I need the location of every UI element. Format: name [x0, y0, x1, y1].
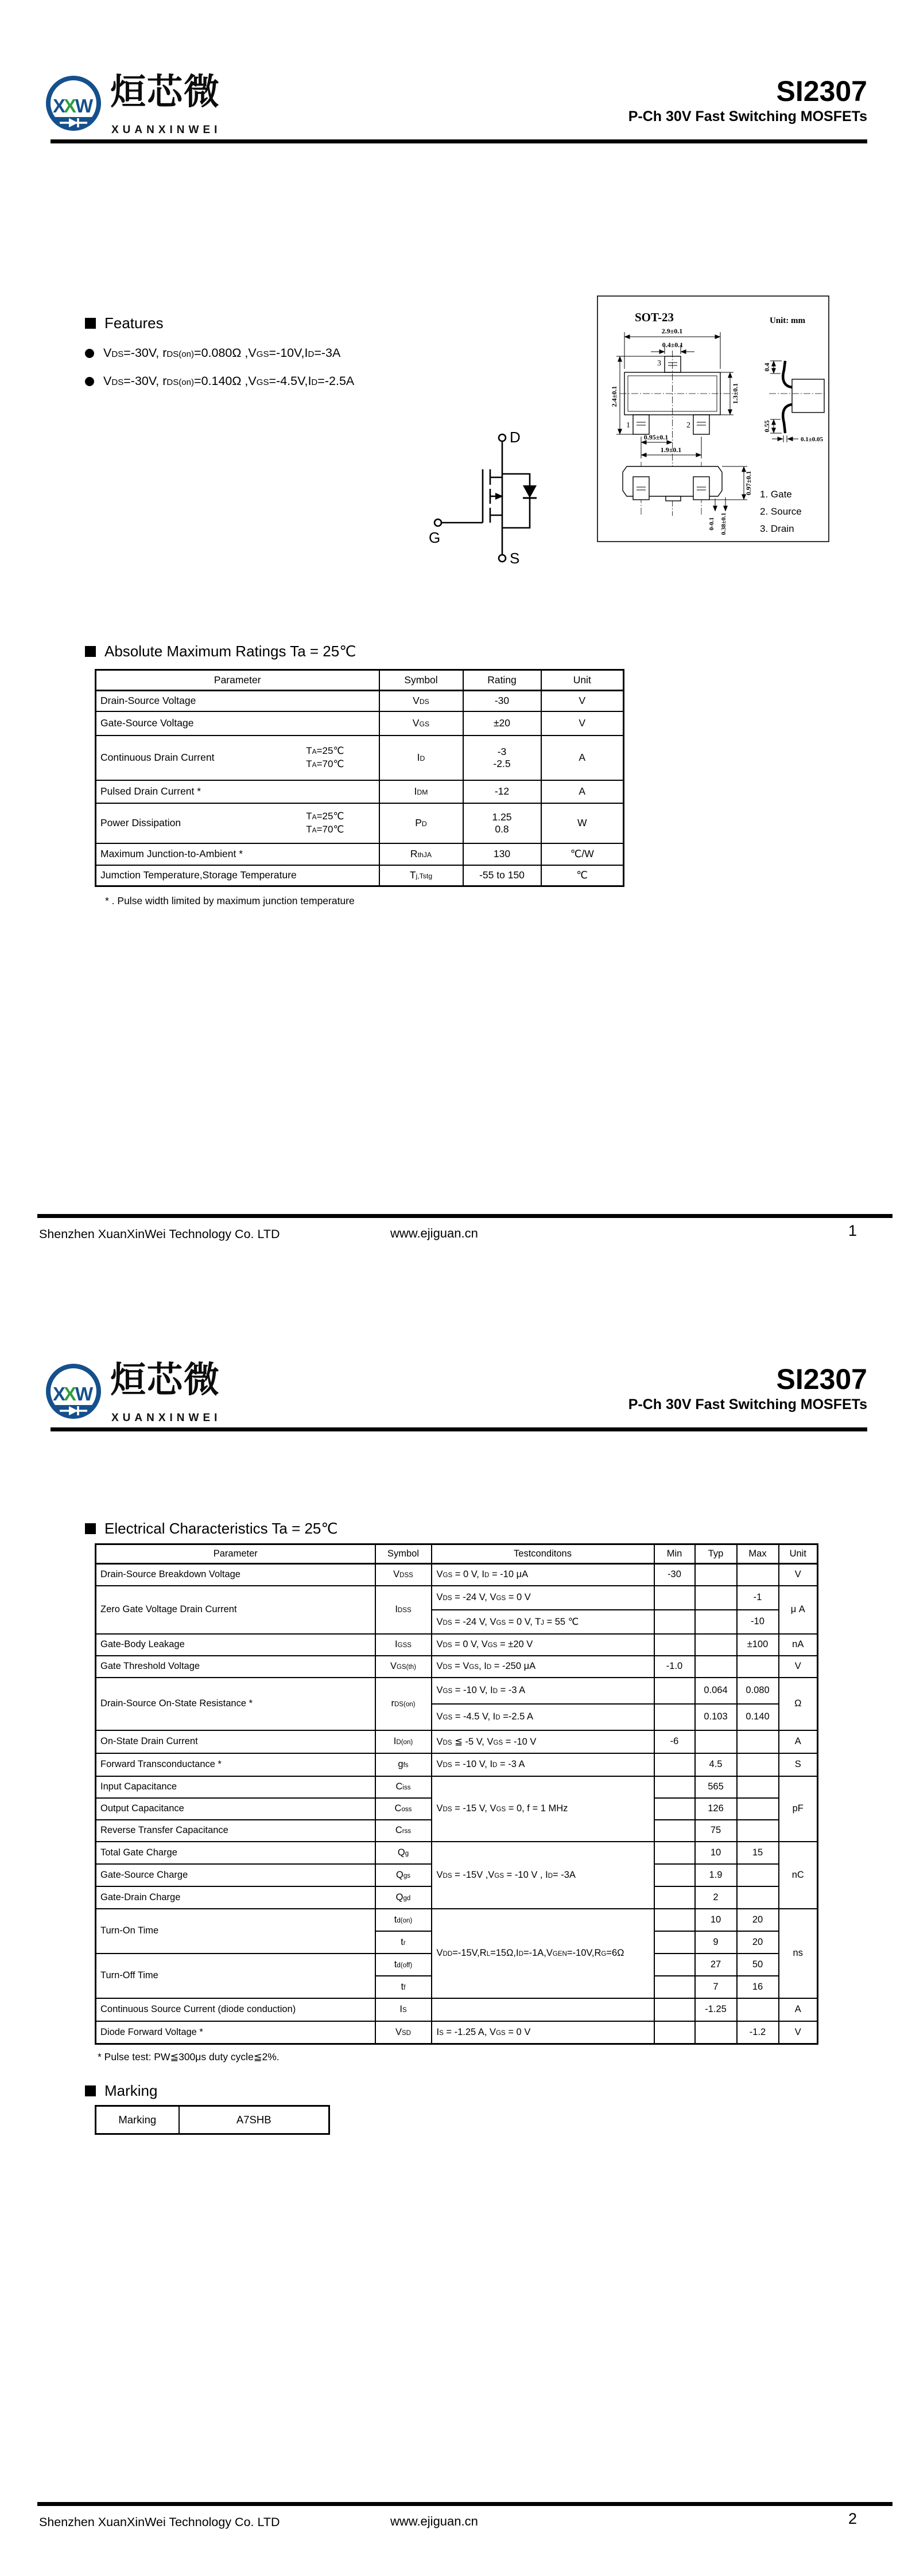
symbol-cell: IGSS: [375, 1634, 432, 1656]
cond-cell: VDS = VGS, ID = -250 μA: [432, 1656, 654, 1678]
marking-table: [95, 2105, 330, 2135]
typ-cell: [695, 1634, 737, 1656]
title-block: [628, 1365, 867, 1413]
section-square-icon: [85, 318, 96, 329]
section-square-icon: [85, 1523, 96, 1534]
symbol-cell: PD: [379, 803, 463, 843]
param-text: Continuous Drain Current: [100, 752, 215, 763]
table-row: [96, 1678, 818, 1704]
mosfet-symbol: [422, 429, 574, 567]
symbol-cell: Qg: [375, 1842, 432, 1864]
unit-cell: ℃: [541, 865, 624, 886]
unit-cell: A: [541, 736, 624, 780]
part-number: SI2307: [776, 1363, 867, 1395]
symbol-cell: Ciss: [375, 1776, 432, 1798]
footer-website: www.ejiguan.cn: [390, 1226, 478, 1240]
symbol-cell: IS: [375, 1998, 432, 2021]
max-cell: 50: [737, 1954, 779, 1976]
param-cell: Gate-Drain Charge: [96, 1886, 375, 1909]
pin2-number: 2: [686, 421, 690, 430]
pin3-number: 3: [657, 359, 661, 368]
source-label: S: [510, 550, 520, 567]
dimension-lines: [616, 332, 734, 458]
dim-pin-width: 0.4±0.1: [662, 341, 684, 349]
marking-section-heading: [85, 2082, 157, 2100]
symbol-cell: IDSS: [375, 1586, 432, 1634]
symbol-cell: Qgd: [375, 1886, 432, 1909]
param-cell: Drain-Source Breakdown Voltage: [96, 1564, 375, 1586]
feature-item: [85, 374, 354, 388]
dim-lead-bottom: 0.55: [763, 420, 771, 433]
min-cell: [654, 1610, 695, 1634]
temp-cond-1: TA=25℃: [306, 810, 344, 822]
param-cell: Gate-Source Voltage: [96, 711, 379, 736]
min-cell: [654, 1634, 695, 1656]
amr-section-heading: [85, 643, 356, 660]
max-cell: [737, 1776, 779, 1798]
typ-cell: 9: [695, 1931, 737, 1954]
header-unit: Unit: [541, 670, 624, 691]
cond-cell: IS = -1.25 A, VGS = 0 V: [432, 2021, 654, 2044]
symbol-cell: Qgs: [375, 1864, 432, 1886]
table-row: [96, 1634, 818, 1656]
table-header-row: [96, 670, 624, 691]
min-cell: [654, 1976, 695, 1998]
unit-cell: A: [779, 1998, 818, 2021]
cond-cell: VGS = -10 V, ID = -3 A: [432, 1678, 654, 1704]
package-bottom-view: [623, 466, 722, 501]
features-title: Features: [104, 314, 164, 332]
table-row: [96, 1998, 818, 2021]
symbol-cell: IDM: [379, 780, 463, 803]
pin-list-drain: 3. Drain: [760, 523, 794, 534]
typ-cell: [695, 1564, 737, 1586]
table-row: [96, 865, 624, 886]
table-row: [96, 2021, 818, 2044]
typ-cell: 10: [695, 1842, 737, 1864]
table-row: [96, 1909, 818, 1931]
symbol-cell: td(on): [375, 1909, 432, 1931]
dim-pin-height: 0.38±0.1: [720, 512, 727, 535]
table-row: [96, 803, 624, 843]
unit-cell: μ A: [779, 1586, 818, 1634]
unit-cell: pF: [779, 1776, 818, 1842]
footer-company: Shenzhen XuanXinWei Technology Co. LTD: [39, 2515, 280, 2529]
min-cell: [654, 1776, 695, 1798]
cond-cell: VGS = -4.5 V, ID =-2.5 A: [432, 1704, 654, 1730]
symbol-cell: VDS: [379, 691, 463, 711]
min-cell: [654, 1842, 695, 1864]
param-cell: Turn-On Time: [96, 1909, 375, 1954]
min-cell: [654, 1753, 695, 1776]
brand-latin: XUANXINWEI: [111, 1412, 222, 1424]
header-min: Min: [654, 1544, 695, 1564]
rating-cell: -30: [463, 691, 541, 711]
table-row: [96, 843, 624, 865]
body-diode-triangle: [523, 485, 537, 498]
unit-cell: nC: [779, 1842, 818, 1909]
feature-text: VDS=-30V, rDS(on)=0.140Ω ,VGS=-4.5V,ID=-2.5A: [103, 374, 355, 388]
min-cell: -6: [654, 1730, 695, 1753]
drain-label: D: [510, 429, 521, 446]
pin1-number: 1: [626, 421, 630, 430]
header-rating: Rating: [463, 670, 541, 691]
typ-cell: 4.5: [695, 1753, 737, 1776]
max-cell: 20: [737, 1931, 779, 1954]
part-subtitle: P-Ch 30V Fast Switching MOSFETs: [628, 108, 867, 124]
temp-cond-2: TA=70℃: [306, 823, 344, 835]
table-row: [96, 2106, 329, 2134]
pin-list-source: 2. Source: [760, 506, 802, 517]
header-max: Max: [737, 1544, 779, 1564]
mosfet-wires: [434, 434, 530, 562]
rating-cell: -55 to 150: [463, 865, 541, 886]
param-cell: Input Capacitance: [96, 1776, 375, 1798]
header-symbol: Symbol: [379, 670, 463, 691]
typ-cell: 0.103: [695, 1704, 737, 1730]
max-cell: [737, 1864, 779, 1886]
symbol-cell: VDSS: [375, 1564, 432, 1586]
typ-cell: 0.064: [695, 1678, 737, 1704]
cond-cell: VDD=-15V,RL=15Ω,ID=-1A,VGEN=-10V,RG=6Ω: [432, 1909, 654, 1998]
cond-cell: [432, 1998, 654, 2021]
logo-letter-x1: X: [53, 95, 66, 116]
gate-label: G: [429, 529, 441, 546]
param-cell: Diode Forward Voltage *: [96, 2021, 375, 2044]
param-cell: Pulsed Drain Current *: [96, 780, 379, 803]
param-cell: Gate-Body Leakage: [96, 1634, 375, 1656]
unit-cell: V: [541, 711, 624, 736]
min-cell: [654, 1864, 695, 1886]
param-cell: Continuous Source Current (diode conduction): [96, 1998, 375, 2021]
marking-value-cell: A7SHB: [179, 2106, 329, 2134]
max-cell: 0.080: [737, 1678, 779, 1704]
max-cell: -1: [737, 1586, 779, 1610]
symbol-cell: rDS(on): [375, 1678, 432, 1730]
max-cell: [737, 1798, 779, 1820]
marking-label-cell: Marking: [96, 2106, 179, 2134]
dim-standoff: 0-0.1: [708, 517, 715, 531]
param-cell: On-State Drain Current: [96, 1730, 375, 1753]
min-cell: [654, 1998, 695, 2021]
min-cell: [654, 1704, 695, 1730]
param-cell: Gate Threshold Voltage: [96, 1656, 375, 1678]
typ-cell: [695, 1730, 737, 1753]
datasheet-page-2: [0, 1288, 912, 2576]
min-cell: [654, 1931, 695, 1954]
page-number: 1: [848, 1222, 857, 1239]
max-cell: 0.140: [737, 1704, 779, 1730]
logo-letter-w: W: [75, 1383, 94, 1404]
package-side-view: [783, 361, 824, 433]
min-cell: [654, 1820, 695, 1842]
table-row: [96, 780, 624, 803]
dim-body-height: 1.3±0.1: [731, 383, 739, 404]
features-heading: [85, 314, 354, 332]
bullet-icon: [85, 349, 94, 358]
typ-cell: [695, 1610, 737, 1634]
dim-top-width: 2.9±0.1: [661, 327, 683, 335]
unit-cell: V: [779, 1564, 818, 1586]
ec-footnote: * Pulse test: PW≦300μs duty cycle≦2%.: [98, 2051, 280, 2063]
table-row: [96, 1656, 818, 1678]
typ-cell: 126: [695, 1798, 737, 1820]
min-cell: -30: [654, 1564, 695, 1586]
footer-company: Shenzhen XuanXinWei Technology Co. LTD: [39, 1227, 280, 1241]
rating-line-2: 0.8: [495, 823, 509, 835]
param-cell: Output Capacitance: [96, 1798, 375, 1820]
symbol-cell: VGS(th): [375, 1656, 432, 1678]
brand-chinese: 烜芯微: [110, 72, 221, 112]
unit-cell: S: [779, 1753, 818, 1776]
ec-section-heading: [85, 1520, 338, 1538]
part-number: SI2307: [776, 75, 867, 107]
max-cell: [737, 1730, 779, 1753]
amr-title: Absolute Maximum Ratings Ta = 25℃: [104, 643, 356, 660]
header-parameter: Parameter: [96, 670, 379, 691]
max-cell: ±100: [737, 1634, 779, 1656]
table-row: [96, 736, 624, 780]
typ-cell: [695, 2021, 737, 2044]
max-cell: [737, 1753, 779, 1776]
header-rule: [51, 1427, 867, 1431]
max-cell: 20: [737, 1909, 779, 1931]
cond-cell: VDS = 0 V, VGS = ±20 V: [432, 1634, 654, 1656]
dim-pin-pitch: 0.95±0.1: [643, 433, 669, 441]
symbol-cell: VGS: [379, 711, 463, 736]
unit-cell: V: [779, 1656, 818, 1678]
param-cell: Maximum Junction-to-Ambient *: [96, 843, 379, 865]
param-cell: [96, 803, 379, 843]
rating-cell: [463, 803, 541, 843]
param-cell: Total Gate Charge: [96, 1842, 375, 1864]
footer-rule: [37, 1214, 892, 1218]
table-row: [96, 1564, 818, 1586]
typ-cell: 1.9: [695, 1864, 737, 1886]
rating-line-1: 1.25: [492, 811, 512, 823]
dim-lead-thickness: 0.1±0.05: [801, 436, 824, 443]
min-cell: [654, 2021, 695, 2044]
cond-cell: VDS = -15V ,VGS = -10 V , ID= -3A: [432, 1842, 654, 1909]
symbol-cell: ID(on): [375, 1730, 432, 1753]
header-rule: [51, 139, 867, 143]
table-header-row: [96, 1544, 818, 1564]
symbol-cell: tf: [375, 1976, 432, 1998]
param-cell: Zero Gate Voltage Drain Current: [96, 1586, 375, 1634]
symbol-cell: Crss: [375, 1820, 432, 1842]
temp-cond-1: TA=25℃: [306, 745, 344, 756]
header-unit: Unit: [779, 1544, 818, 1564]
rating-cell: [463, 736, 541, 780]
table-row: [96, 1753, 818, 1776]
unit-cell: V: [779, 2021, 818, 2044]
unit-cell: nA: [779, 1634, 818, 1656]
symbol-cell: Tj,Tstg: [379, 865, 463, 886]
rating-cell: ±20: [463, 711, 541, 736]
amr-footnote: * . Pulse width limited by maximum junction temperature: [105, 895, 355, 906]
features-section: [85, 314, 354, 388]
max-cell: [737, 1820, 779, 1842]
section-square-icon: [85, 2085, 96, 2096]
symbol-cell: td(off): [375, 1954, 432, 1976]
unit-cell: A: [541, 780, 624, 803]
footer-website: www.ejiguan.cn: [390, 2514, 478, 2528]
drawing-border: [597, 296, 829, 542]
min-cell: [654, 1798, 695, 1820]
symbol-cell: ID: [379, 736, 463, 780]
symbol-cell: RthJA: [379, 843, 463, 865]
max-cell: [737, 1564, 779, 1586]
cond-cell: VGS = 0 V, ID = -10 μA: [432, 1564, 654, 1586]
unit-cell: V: [541, 691, 624, 711]
param-cell: [96, 736, 379, 780]
feature-text: VDS=-30V, rDS(on)=0.080Ω ,VGS=-10V,ID=-3A: [103, 346, 341, 360]
rating-cell: 130: [463, 843, 541, 865]
feature-item: [85, 346, 354, 360]
unit-cell: ℃/W: [541, 843, 624, 865]
table-row: [96, 711, 624, 736]
table-row: [96, 1776, 818, 1798]
rating-line-1: -3: [497, 745, 507, 757]
max-cell: [737, 1656, 779, 1678]
unit-cell: W: [541, 803, 624, 843]
package-title: SOT-23: [634, 310, 674, 324]
unit-cell: Ω: [779, 1678, 818, 1730]
logo-letter-x2: X: [64, 95, 77, 116]
dim-pin-span: 1.9±0.1: [660, 446, 682, 454]
max-cell: 15: [737, 1842, 779, 1864]
typ-cell: [695, 1586, 737, 1610]
cond-cell: VDS = -24 V, VGS = 0 V, TJ = 55 ℃: [432, 1610, 654, 1634]
company-logo: [45, 75, 104, 134]
max-cell: -1.2: [737, 2021, 779, 2044]
typ-cell: 10: [695, 1909, 737, 1931]
temp-cond-2: TA=70℃: [306, 758, 344, 769]
param-cell: Drain-Source Voltage: [96, 691, 379, 711]
header-symbol: Symbol: [375, 1544, 432, 1564]
max-cell: 16: [737, 1976, 779, 1998]
symbol-cell: Coss: [375, 1798, 432, 1820]
part-subtitle: P-Ch 30V Fast Switching MOSFETs: [628, 1396, 867, 1412]
typ-cell: 7: [695, 1976, 737, 1998]
package-drawing: [597, 295, 829, 542]
dim-overall-height: 2.4±0.1: [610, 386, 618, 407]
min-cell: [654, 1886, 695, 1909]
table-row: [96, 1586, 818, 1610]
typ-cell: 2: [695, 1886, 737, 1909]
param-cell: Forward Transconductance *: [96, 1753, 375, 1776]
param-cell: Reverse Transfer Capacitance: [96, 1820, 375, 1842]
header-typ: Typ: [695, 1544, 737, 1564]
marking-title: Marking: [104, 2082, 158, 2099]
absolute-maximum-ratings-table: [95, 669, 624, 887]
table-row: [96, 1730, 818, 1753]
param-cell: Gate-Source Charge: [96, 1864, 375, 1886]
bullet-icon: [85, 377, 94, 386]
min-cell: [654, 1954, 695, 1976]
typ-cell: [695, 1656, 737, 1678]
typ-cell: -1.25: [695, 1998, 737, 2021]
footer-rule: [37, 2502, 892, 2506]
brand-latin: XUANXINWEI: [111, 124, 222, 136]
param-cell: Drain-Source On-State Resistance *: [96, 1678, 375, 1730]
unit-cell: ns: [779, 1909, 818, 1998]
max-cell: [737, 1886, 779, 1909]
ec-title: Electrical Characteristics Ta = 25℃: [104, 1520, 338, 1537]
header-parameter: Parameter: [96, 1544, 375, 1564]
symbol-cell: VSD: [375, 2021, 432, 2044]
rating-cell: -12: [463, 780, 541, 803]
cond-cell: VDS = -15 V, VGS = 0, f = 1 MHz: [432, 1776, 654, 1842]
symbol-cell: gfs: [375, 1753, 432, 1776]
dim-side-height: 0.97±0.1: [744, 470, 752, 496]
unit-cell: A: [779, 1730, 818, 1753]
table-row: [96, 1842, 818, 1864]
pin-list-gate: 1. Gate: [760, 489, 792, 500]
rating-line-2: -2.5: [493, 757, 511, 769]
min-cell: [654, 1678, 695, 1704]
max-cell: [737, 1998, 779, 2021]
typ-cell: 565: [695, 1776, 737, 1798]
brand-chinese: 烜芯微: [110, 1360, 221, 1400]
logo-letter-w: W: [75, 95, 94, 116]
min-cell: [654, 1586, 695, 1610]
min-cell: [654, 1909, 695, 1931]
title-block: [628, 77, 867, 125]
param-cell: Turn-Off Time: [96, 1954, 375, 1998]
section-square-icon: [85, 646, 96, 657]
param-cell: Jumction Temperature,Storage Temperature: [96, 865, 379, 886]
header-testconditions: Testconditons: [432, 1544, 654, 1564]
electrical-characteristics-table: [95, 1543, 818, 2045]
cond-cell: VDS = -10 V, ID = -3 A: [432, 1753, 654, 1776]
max-cell: -10: [737, 1610, 779, 1634]
package-unit: Unit: mm: [769, 316, 806, 325]
typ-cell: 27: [695, 1954, 737, 1976]
param-text: Power Dissipation: [100, 817, 181, 828]
cond-cell: VDS = -24 V, VGS = 0 V: [432, 1586, 654, 1610]
dim-lead-top: 0.4: [763, 363, 771, 372]
page-number: 2: [848, 2510, 857, 2527]
min-cell: -1.0: [654, 1656, 695, 1678]
logo-letter-x1: X: [53, 1383, 66, 1404]
typ-cell: 75: [695, 1820, 737, 1842]
table-row: [96, 691, 624, 711]
symbol-cell: tr: [375, 1931, 432, 1954]
logo-letter-x2: X: [64, 1383, 77, 1404]
company-logo: [45, 1363, 104, 1422]
cond-cell: VDS ≦ -5 V, VGS = -10 V: [432, 1730, 654, 1753]
